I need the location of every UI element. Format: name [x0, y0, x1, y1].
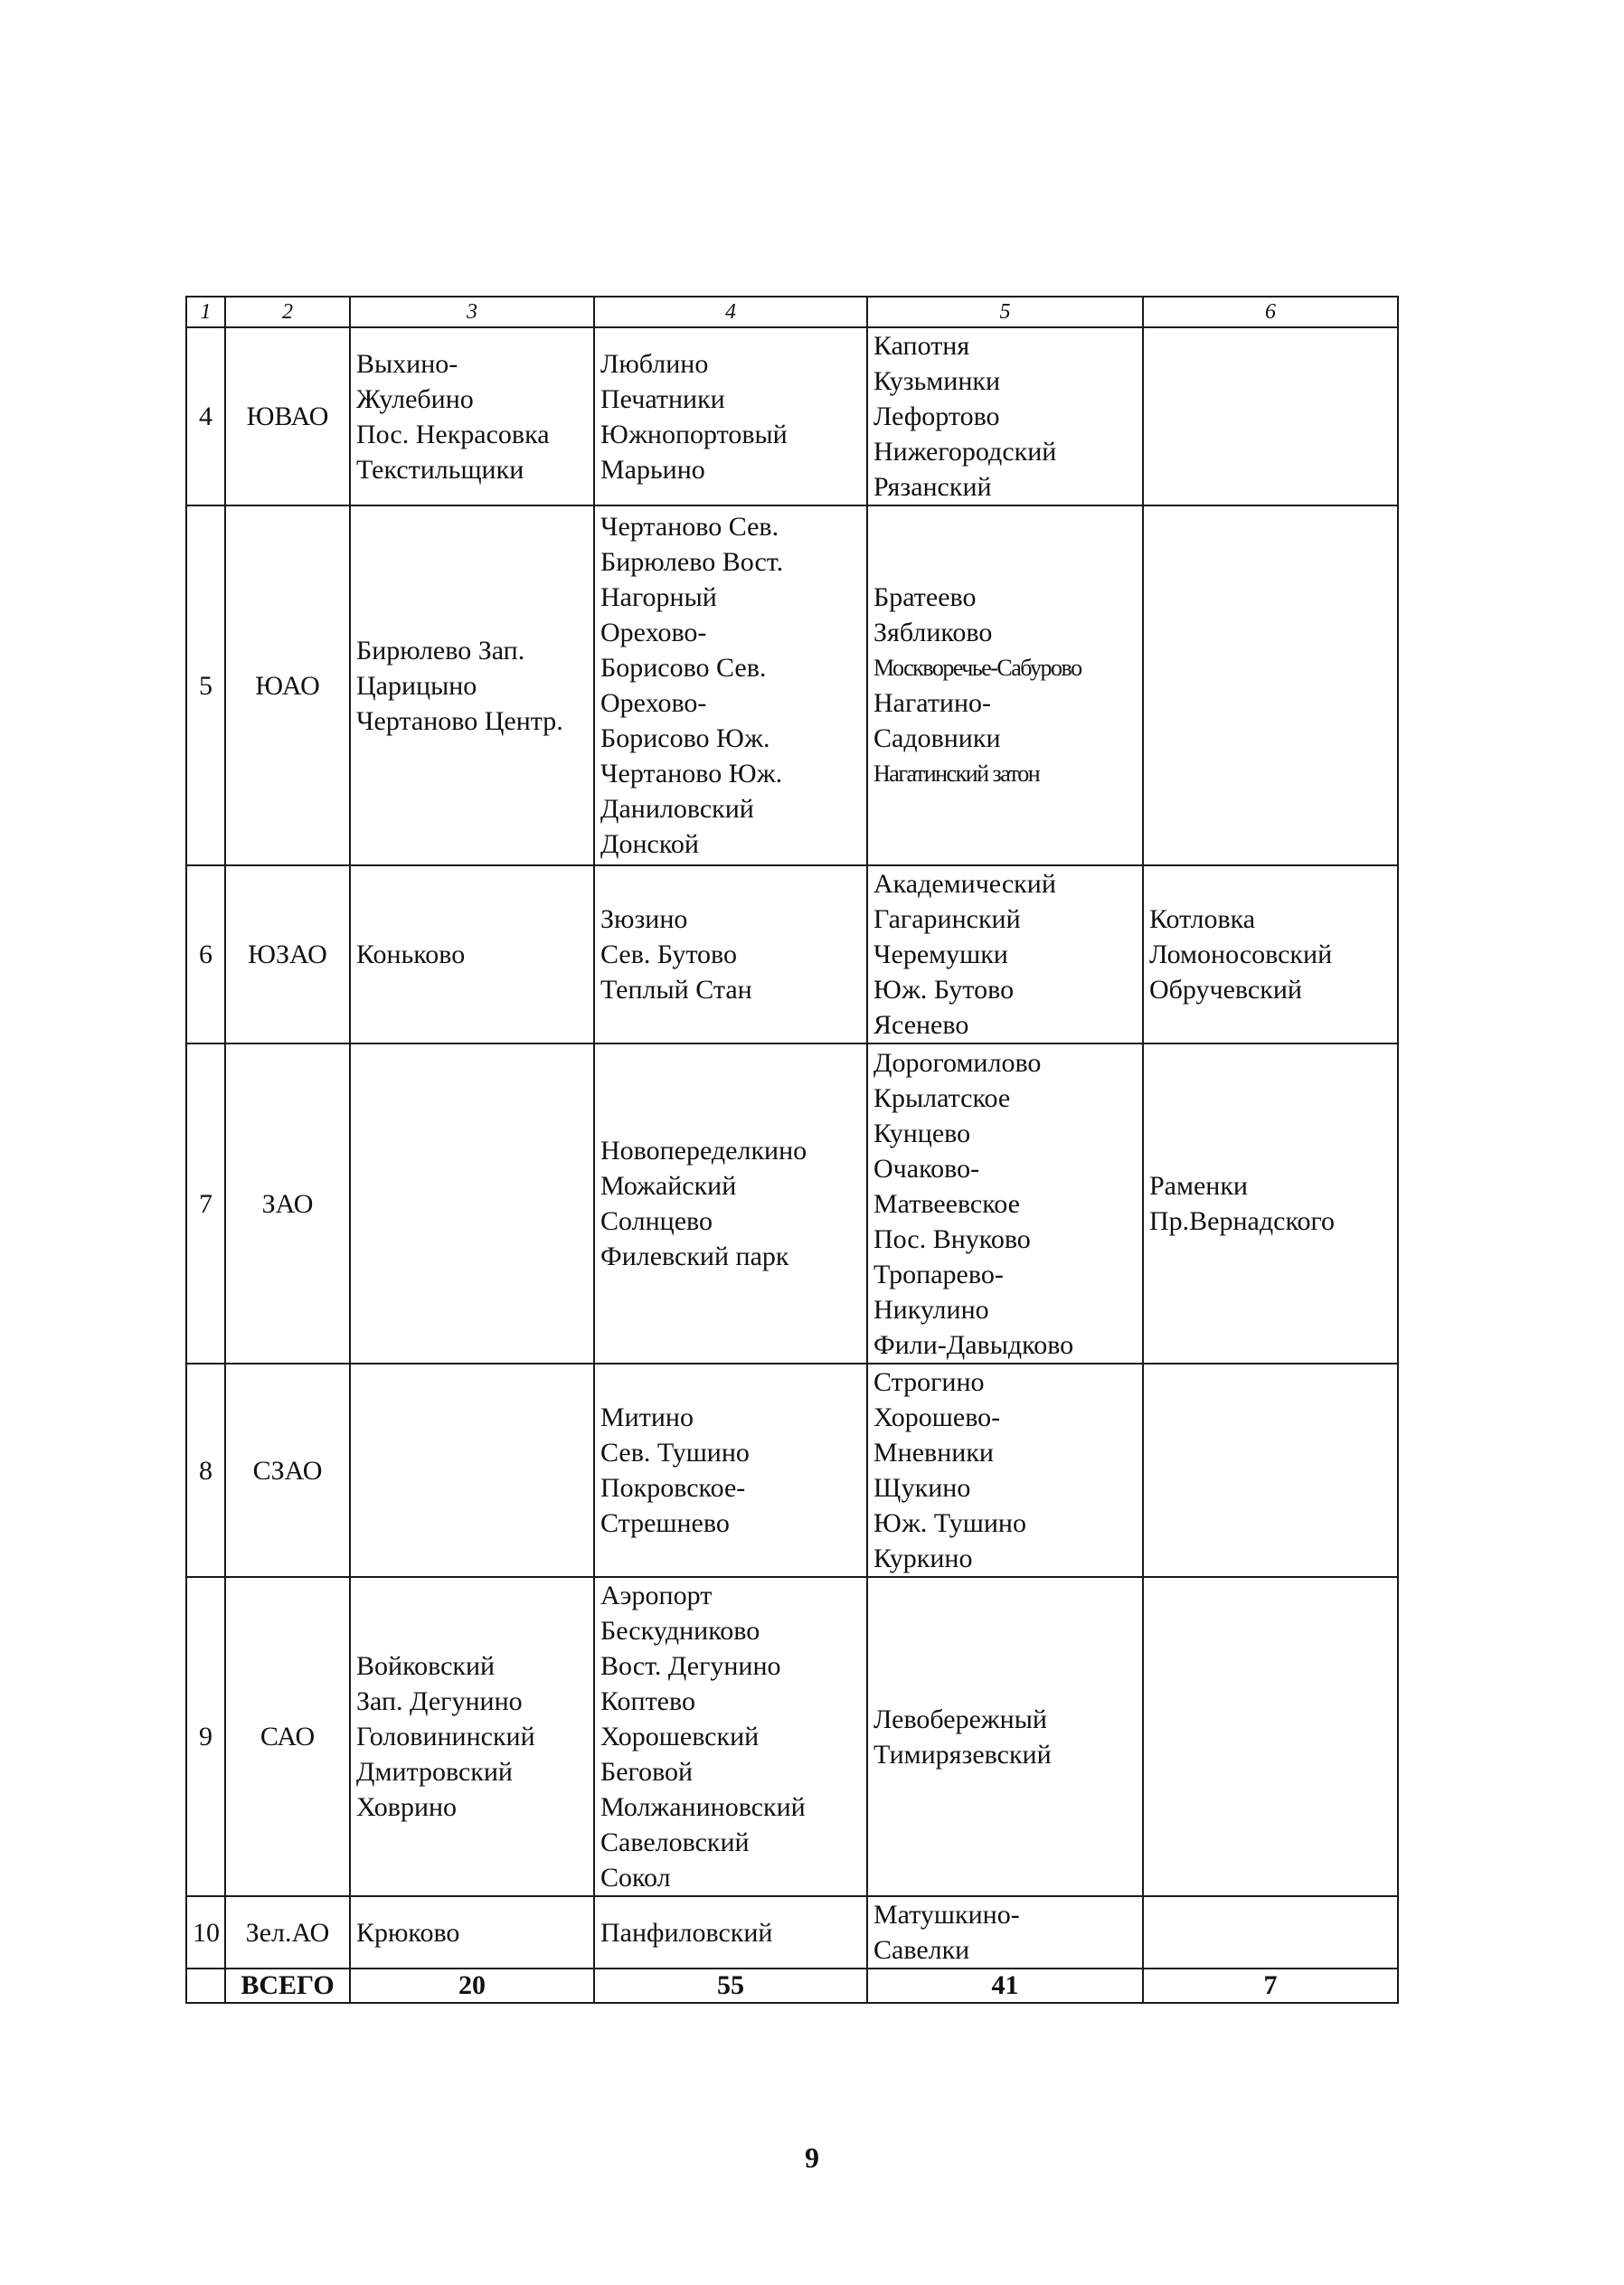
district-name: Царицыно [356, 670, 477, 701]
column-number-row [186, 297, 1398, 327]
total-col5: 41 [867, 1969, 1143, 2003]
district-list-col3 [350, 327, 594, 505]
page-number: 9 [805, 2141, 819, 2174]
district-name: Капотня [873, 331, 970, 361]
district-name: Бирюлево Зап. [356, 635, 525, 666]
district-name: Матушкино- [873, 1900, 1020, 1930]
column-number-3: 3 [350, 297, 594, 327]
column-number-1: 1 [186, 297, 225, 327]
district-list-col5 [867, 327, 1143, 505]
total-label: ВСЕГО [225, 1969, 350, 2003]
total-col6: 7 [1143, 1969, 1398, 2003]
district-list-col3 [350, 1896, 594, 1969]
table-row [186, 865, 1398, 1043]
district-name: Молжаниновский [600, 1792, 806, 1822]
district-list-col3 [350, 865, 594, 1043]
district-list-col4 [594, 1043, 867, 1364]
district-name: Бескудниково [600, 1616, 760, 1646]
table-body [186, 327, 1398, 2003]
district-list-col5 [867, 1364, 1143, 1577]
district-name: Тимирязевский [873, 1739, 1052, 1770]
column-number-5: 5 [867, 297, 1143, 327]
district-list-col6 [1143, 1896, 1398, 1969]
district-name: Куркино [873, 1544, 973, 1573]
okrug-name: СЗАО [225, 1364, 350, 1577]
district-name: Марьино [600, 454, 705, 485]
district-name: Братеево [873, 582, 977, 612]
okrug-name: ЮАО [225, 505, 350, 865]
district-name: Филевский парк [600, 1242, 789, 1271]
district-name: Пр.Вернадского [1149, 1206, 1336, 1236]
district-name: Щукино [873, 1473, 971, 1503]
district-name: Коньково [356, 939, 466, 969]
table-row [186, 1896, 1398, 1969]
district-list-col4 [594, 1896, 867, 1969]
district-name: Гагаринский [873, 904, 1021, 934]
district-list-col6 [1143, 1577, 1398, 1896]
row-number: 8 [186, 1364, 225, 1577]
district-name: Котловка [1149, 904, 1256, 934]
district-name: Ломоносовский [1149, 939, 1333, 969]
okrug-name: Зел.АО [225, 1896, 350, 1969]
district-name: Стрешнево [600, 1508, 730, 1538]
district-name: Матвеевское [873, 1188, 1020, 1219]
district-name: Митино [600, 1402, 694, 1432]
district-list-col5 [867, 865, 1143, 1043]
district-name: Печатники [600, 383, 725, 414]
district-name: Даниловский [600, 794, 754, 824]
district-name: Нагатино- [873, 688, 992, 718]
district-name: Нагатинский затон [873, 760, 1040, 787]
district-list-col6 [1143, 1364, 1398, 1577]
district-list-col5 [867, 505, 1143, 865]
okrug-name: САО [225, 1577, 350, 1896]
district-name: Орехово- [600, 688, 707, 718]
district-name: Садовники [873, 723, 1001, 753]
district-name: Савеловский [600, 1827, 750, 1857]
district-name: Теплый Стан [600, 975, 752, 1005]
district-name: Нагорный [600, 582, 717, 612]
row-number: 7 [186, 1043, 225, 1364]
okrug-name: ЗАО [225, 1043, 350, 1364]
district-name: Строгино [873, 1367, 985, 1397]
okrug-name: ЮВАО [225, 327, 350, 505]
district-list-col5 [867, 1577, 1143, 1896]
district-list-col4 [594, 1577, 867, 1896]
district-list-col4 [594, 327, 867, 505]
district-name: Пос. Некрасовка [356, 419, 550, 449]
district-name: Ховрино [356, 1792, 458, 1822]
district-name: Крюково [356, 1917, 460, 1948]
district-list-col6 [1143, 327, 1398, 505]
district-name: Зап. Дегунино [356, 1686, 523, 1716]
row-number: 6 [186, 865, 225, 1043]
district-name: Аэропорт [600, 1581, 713, 1610]
district-name: Головининский [356, 1722, 535, 1752]
district-list-col4 [594, 505, 867, 865]
total-row [186, 1969, 1398, 2003]
district-name: Хорошево- [873, 1402, 1001, 1432]
total-col4: 55 [594, 1969, 867, 2003]
district-name: Пос. Внуково [873, 1223, 1031, 1254]
district-list-col4 [594, 1364, 867, 1577]
row-number: 10 [186, 1896, 225, 1969]
district-list-col4 [594, 865, 867, 1043]
district-name: Юж. Тушино [873, 1508, 1026, 1538]
district-name: Орехово- [600, 618, 707, 647]
table-row [186, 505, 1398, 865]
district-name: Кунцево [873, 1118, 971, 1148]
column-number-2: 2 [225, 297, 350, 327]
district-name: Кузьминки [873, 366, 1001, 396]
column-number-6: 6 [1143, 297, 1398, 327]
district-name: Покровское- [600, 1473, 746, 1503]
okrug-name: ЮЗАО [225, 865, 350, 1043]
district-name: Сокол [600, 1863, 671, 1893]
district-name: Люблино [600, 348, 709, 379]
district-name: Академический [873, 869, 1056, 899]
district-name: Никулино [873, 1294, 989, 1325]
district-name: Савелки [873, 1935, 970, 1965]
district-name: Чертаново Центр. [356, 705, 563, 736]
district-name: Беговой [600, 1757, 694, 1787]
district-name: Вост. Дегунино [600, 1651, 781, 1681]
district-name: Крылатское [873, 1082, 1011, 1113]
districts-table [185, 296, 1399, 2004]
district-name: Раменки [1149, 1171, 1248, 1201]
district-name: Хорошевский [600, 1722, 760, 1752]
district-list-col3 [350, 1043, 594, 1364]
table-row [186, 327, 1398, 505]
district-name: Обручевский [1149, 975, 1302, 1005]
district-list-col3 [350, 505, 594, 865]
district-name: Дмитровский [356, 1757, 513, 1787]
district-name: Чертаново Сев. [600, 512, 779, 542]
district-name: Панфиловский [600, 1917, 773, 1948]
district-name: Жулебино [356, 383, 474, 414]
district-name: Южнопортовый [600, 419, 788, 449]
total-col3: 20 [350, 1969, 594, 2003]
district-name: Левобережный [873, 1704, 1047, 1734]
district-list-col5 [867, 1043, 1143, 1364]
district-name: Черемушки [873, 939, 1008, 969]
district-name: Ясенево [873, 1010, 969, 1040]
district-name: Сев. Тушино [600, 1438, 750, 1468]
district-name: Тропарево- [873, 1259, 1004, 1289]
district-name: Войковский [356, 1651, 496, 1681]
district-name: Рязанский [873, 472, 992, 502]
column-number-4: 4 [594, 297, 867, 327]
district-name: Дорогомилово [873, 1047, 1042, 1078]
district-name: Борисово Сев. [600, 653, 767, 683]
district-list-col6 [1143, 865, 1398, 1043]
district-name: Сев. Бутово [600, 939, 738, 969]
district-list-col6 [1143, 1043, 1398, 1364]
district-list-col5 [867, 1896, 1143, 1969]
district-list-col3 [350, 1577, 594, 1896]
district-name: Фили-Давыдково [873, 1329, 1074, 1360]
district-name: Новопеределкино [600, 1136, 807, 1166]
table-row [186, 1577, 1398, 1896]
table-row [186, 1043, 1398, 1364]
table-row [186, 1364, 1398, 1577]
district-name: Зюзино [600, 904, 688, 934]
district-name: Мневники [873, 1438, 994, 1468]
district-list-col3 [350, 1364, 594, 1577]
district-name: Солнцево [600, 1206, 713, 1236]
district-name: Очаково- [873, 1153, 980, 1184]
district-name: Коптево [600, 1686, 695, 1716]
district-name: Москворечье-Сабурово [873, 655, 1081, 681]
district-name: Текстильщики [356, 454, 524, 485]
row-number: 5 [186, 505, 225, 865]
district-name: Борисово Юж. [600, 723, 770, 753]
district-name: Выхино- [356, 348, 458, 379]
district-name: Лефортово [873, 401, 1000, 431]
district-name: Донской [600, 829, 699, 859]
row-number: 9 [186, 1577, 225, 1896]
district-list-col6 [1143, 505, 1398, 865]
district-name: Нижегородский [873, 437, 1057, 467]
district-name: Чертаново Юж. [600, 759, 783, 788]
district-name: Юж. Бутово [873, 975, 1015, 1005]
district-name: Зябликово [873, 618, 993, 647]
row-number: 4 [186, 327, 225, 505]
district-name: Можайский [600, 1171, 737, 1201]
district-name: Бирюлево Вост. [600, 547, 784, 577]
total-empty-cell [186, 1969, 225, 2003]
